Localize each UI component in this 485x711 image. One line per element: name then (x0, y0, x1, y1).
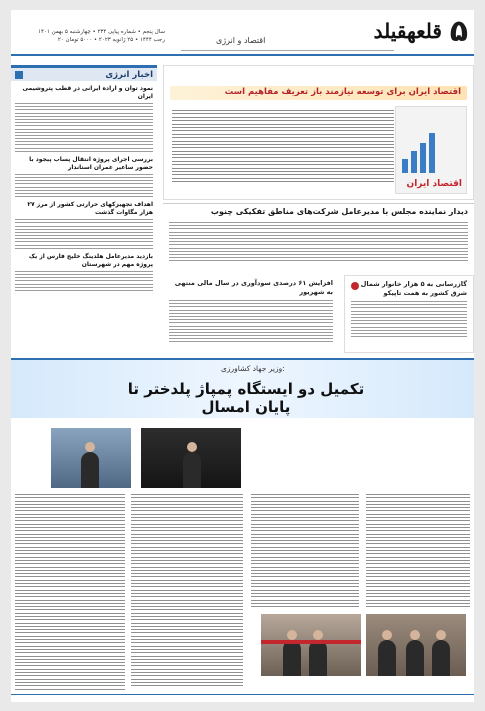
body-text-lines (15, 271, 153, 291)
economy-graphic (395, 106, 467, 194)
energy-news-title: اخبار انرژی (105, 69, 153, 80)
issue-info (15, 28, 165, 44)
news-dot-icon (351, 282, 359, 290)
body-text-lines (15, 103, 153, 152)
mid-article-headline: دیدار نماینده مجلس با مدیرعامل شرکت‌های مناطق تفکیکی چنوب (210, 207, 468, 216)
lead-kicker: وزیر جهاد کشاورزی: (221, 364, 285, 373)
profit-article[interactable] (163, 275, 339, 353)
news-item[interactable] (15, 253, 153, 291)
lead-headline: تکمیل دو ایستگاه پمپاژ پلدختر تا پایان امسال (127, 380, 365, 416)
feature-body (172, 108, 394, 194)
mid-article-header[interactable] (163, 203, 474, 221)
news-item[interactable] (15, 85, 153, 152)
masthead-divider (181, 50, 394, 51)
body-text-lines (15, 174, 153, 197)
mid-article-body (163, 222, 474, 272)
ribbon-graphic (261, 640, 361, 644)
body-text-lines (15, 219, 153, 249)
feature-article[interactable] (163, 65, 474, 200)
feature-banner (170, 86, 467, 100)
masthead (11, 10, 474, 56)
energy-news-column (11, 65, 157, 355)
page-footer-rule (11, 694, 474, 702)
gas-supply-headline: گازرسانی به ۵ هزار خانوار شمال شرق کشور به همت تاپیکو (360, 280, 467, 297)
news-item-title: نمود توان و اراده ایرانی در قطب پتروشیمی ایران (22, 85, 153, 100)
gas-supply-article[interactable] (344, 275, 474, 353)
issue-line-2: ۲۰ رجب ۱۴۴۴ • ۲۵ ژانویه ۲۰۲۳ • ۵۰۰۰ تومان (57, 37, 165, 43)
lead-photo-officials (366, 614, 466, 676)
news-item-title: اهداف تجهیزکهای حرارتی کشور از مرز ۲۷ هزار مگاوات گذشت (27, 201, 153, 217)
energy-news-header (11, 65, 157, 81)
bar-graphic-icon (402, 133, 435, 173)
newspaper-page (11, 10, 474, 702)
lead-photo-speaker (141, 428, 241, 488)
news-item-title: بازدید مدیرعامل هلدینگ خلیج فارس از یک پروژه مهم در شهرستان (28, 252, 153, 268)
page-number: ۵ (449, 14, 468, 49)
profit-article-headline: افزایش ۶۱ درصدی سودآوری در سال مالی منتهی به شهریور (174, 279, 333, 296)
news-item[interactable] (15, 201, 153, 249)
lead-photo-minister (51, 428, 131, 488)
section-title: اقتصاد و انرژی (216, 36, 266, 45)
graphic-label: اقتصاد ایران (406, 179, 462, 189)
issue-line-1: سال پنجم • شماره پیاپی ۲۳۴ • چهارشنبه ۵ بهمن ۱۴۰۱ (38, 29, 165, 35)
lead-photo-ribbon-cutting (261, 614, 361, 676)
news-item[interactable] (15, 156, 153, 197)
lead-story-header[interactable] (11, 358, 474, 418)
news-item-title: بررسی اجرای پروژه انتقال پساب پیجود با حضور ساعیر عمران استاندار (29, 155, 153, 171)
newspaper-logo: قلعهقیلد (373, 19, 442, 43)
square-bullet-icon (15, 71, 23, 79)
feature-headline: اقتصاد ایران برای توسعه نیازمند باز تعریف مفاهیم است (224, 87, 461, 97)
